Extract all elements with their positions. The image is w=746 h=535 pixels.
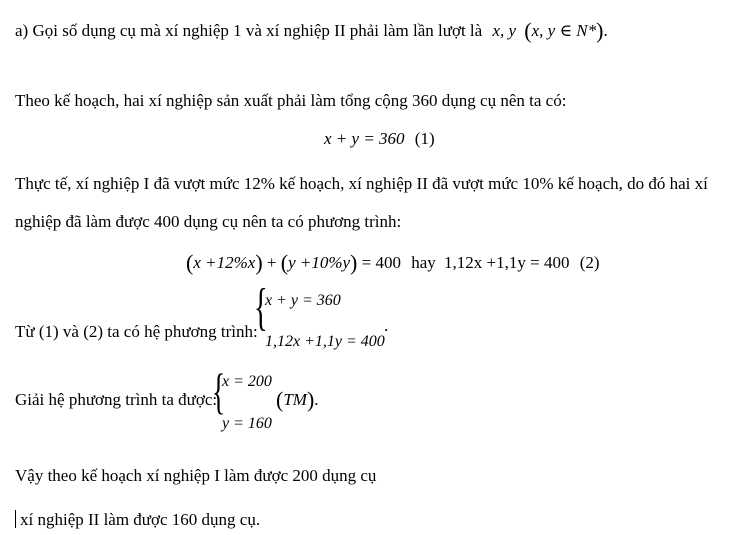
- equation-2-tag: (2): [579, 253, 600, 272]
- reality-line-1: Thực tế, xí nghiệp I đã vượt mức 12% kế hoạch, xí nghiệp II đã vượt mức 10% kế hoạch, do đó hai xí: [15, 174, 708, 193]
- intro-suffix: .: [603, 21, 608, 40]
- solution-y: y = 160: [222, 415, 272, 432]
- system-eq-a: x + y = 360: [265, 292, 341, 309]
- equation-2-hay: hay: [411, 253, 436, 272]
- intro-prefix: a) Gọi số dụng cụ mà xí nghiệp 1 và xí nghiệp II phải làm lần lượt là: [15, 21, 483, 40]
- system-end: .: [384, 316, 389, 335]
- solution-tm-label: TM: [283, 390, 307, 409]
- solution-x: x = 200: [222, 373, 272, 390]
- text-cursor: [15, 510, 16, 528]
- equation-2-part2: y +10%y: [288, 253, 351, 272]
- equation-2: (x +12%x) + (y +10%y) = 400 hay 1,12x +1,1y = 400 (2): [186, 250, 600, 275]
- equation-2-alt: 1,12x +1,1y = 400: [444, 253, 570, 272]
- system-brace: {: [254, 279, 268, 336]
- system-eq-b: 1,12x +1,1y = 400: [265, 333, 385, 350]
- equation-1-expr: x + y = 360: [324, 129, 405, 148]
- conclusion-line-1: Vậy theo kế hoạch xí nghiệp I làm được 200 dụng cụ: [15, 466, 377, 485]
- solution-label: Giải hệ phương trình ta được:: [15, 390, 218, 409]
- equation-1: [324, 130, 435, 147]
- equation-2-plus: +: [266, 253, 277, 272]
- equation-1-tag: (1): [414, 129, 435, 148]
- intro-condition: x, y ∈ N*: [531, 21, 597, 40]
- solution-tm: (TM).: [276, 387, 319, 412]
- equation-2-part1: x +12%x: [193, 253, 256, 272]
- plan-text: Theo kế hoạch, hai xí nghiệp sản xuất phải làm tổng cộng 360 dụng cụ nên ta có:: [15, 91, 567, 110]
- solution-end: .: [314, 390, 319, 409]
- intro-line: a) Gọi số dụng cụ mà xí nghiệp 1 và xí nghiệp II phải làm lần lượt là x, y (x, y ∈ N*).: [15, 18, 608, 43]
- equation-2-rhs: = 400: [361, 253, 401, 272]
- solution-brace: {: [212, 363, 226, 419]
- reality-line-2: nghiệp đã làm được 400 dụng cụ nên ta có phương trình:: [15, 212, 402, 231]
- system-label: Từ (1) và (2) ta có hệ phương trình:: [15, 322, 258, 341]
- intro-vars: x, y: [492, 21, 517, 40]
- conclusion-line-2: xí nghiệp II làm được 160 dụng cụ.: [20, 510, 261, 529]
